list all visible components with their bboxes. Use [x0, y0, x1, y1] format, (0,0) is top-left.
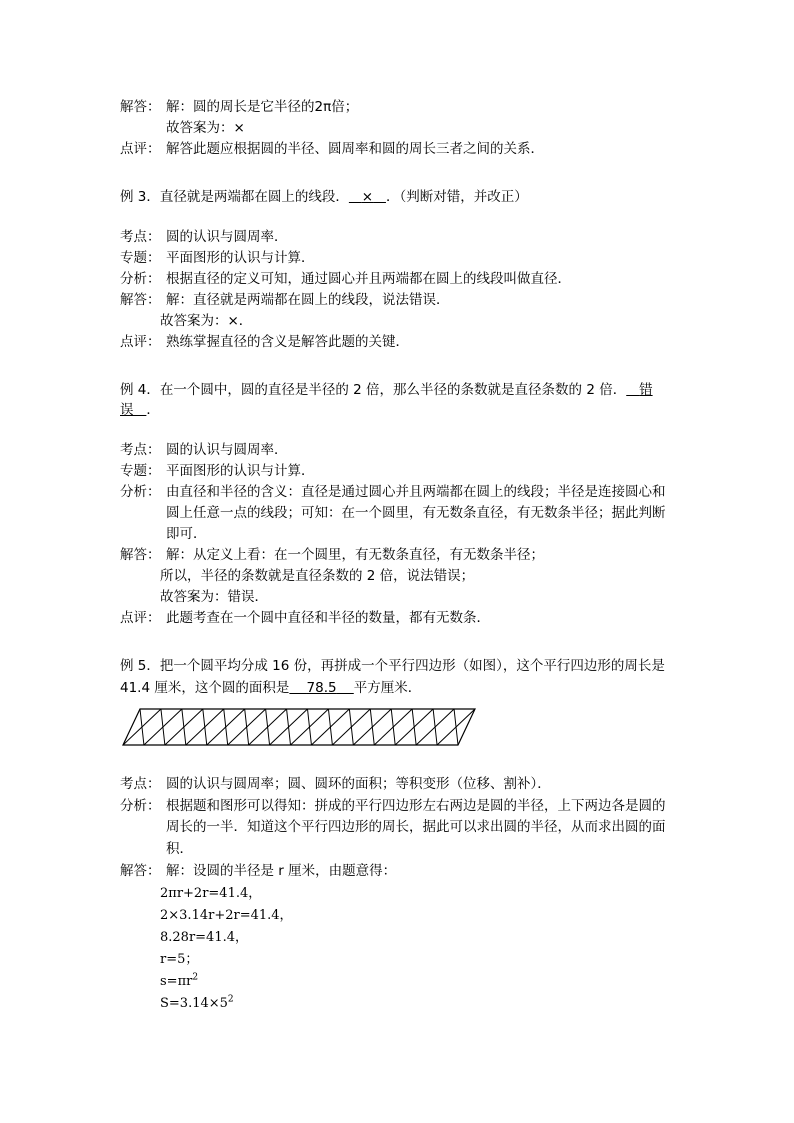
sector-edge — [437, 709, 475, 745]
ex5-fenxi-line1: 分析： 根据题和图形可以得知：拼成的平行四边形左右两边是圆的半径，上下两边各是圆的 — [120, 798, 666, 814]
ex5-answer: 解答： 解：设圆的半径是 r 厘米，由题意得： — [120, 863, 397, 879]
sector-edge — [144, 709, 182, 745]
sector-edge — [349, 709, 353, 745]
ex4-answer-blank-part2: 误 — [120, 402, 134, 418]
sec1-answer-line2: 故答案为：× — [166, 120, 245, 136]
ex4-answer-blank-part1: 错 — [639, 382, 653, 398]
ex5-eq2: 2×3.14r+2r=41.4， — [160, 908, 293, 923]
sector-edge — [353, 709, 391, 745]
sector-edge — [433, 709, 437, 745]
sec1-answer: 解答： 解：圆的周长是它半径的2π倍； — [120, 99, 359, 115]
ex5-eq5: $s=\pi r^2$ — [160, 972, 199, 989]
sector-edge — [266, 709, 270, 745]
ex3-answer-line2: 故答案为：×． — [160, 313, 253, 329]
ex4-question-line1: 例 4．在一个圆中，圆的直径是半径的 2 倍，那么半径的条数就是直径条数的 2 倍． 错 — [120, 382, 653, 398]
ex5-eq4: r=5； — [160, 952, 199, 967]
ex5-eq6: $S=3.14\times 5^2$ — [160, 994, 234, 1011]
ex4-fenxi-line3: 即可． — [166, 526, 207, 542]
ex3-answer: 解答： 解：直径就是两端都在圆上的线段，说法错误． — [120, 292, 450, 308]
ex3-comment: 点评： 熟练掌握直径的含义是解答此题的关键． — [120, 334, 409, 350]
sector-edge — [395, 709, 433, 745]
ex3-kaodian: 考点： 圆的认识与圆周率． — [120, 229, 288, 245]
sector-edge — [308, 709, 312, 745]
sector-edge — [228, 709, 266, 745]
ex4-answer-line3: 故答案为：错误． — [160, 589, 268, 605]
ex5-eq1: 2πr+2r=41.4， — [160, 886, 262, 901]
ex4-answer-line2: 所以，半径的条数就是直径条数的 2 倍，说法错误； — [160, 568, 475, 584]
ex3-question: 例 3．直径就是两端都在圆上的线段． × ．（判断对错，并改正） — [120, 189, 528, 205]
sector-edge — [311, 709, 349, 745]
ex3-answer-blank: × — [361, 189, 374, 205]
ex5-eq3: 8.28r=41.4， — [160, 930, 248, 945]
ex5-question-line1: 例 5．把一个圆平均分成 16 份，再拼成一个平行四边形（如图），这个平行四边形的周长是 — [120, 658, 665, 674]
ex4-answer: 解答： 解：从定义上看：在一个圆里，有无数条直径，有无数条半径； — [120, 547, 544, 563]
ex4-fenxi-line2: 圆上任意一点的线段；可知：在一个圆里，有无数条直径，有无数条半径；据此判断 — [166, 505, 666, 521]
ex5-answer-blank: 78.5 — [306, 680, 337, 696]
ex4-comment: 点评： 此题考查在一个圆中直径和半径的数量，都有无数条． — [120, 610, 490, 626]
ex5-question-line2: 41.4 厘米，这个圆的面积是 78.5 平方厘米． — [120, 680, 422, 696]
ex5-fenxi-line2: 周长的一半．知道这个平行四边形的周长，据此可以求出圆的半径，从而求出圆的面 — [166, 819, 666, 835]
ex4-kaodian: 考点： 圆的认识与圆周率． — [120, 442, 288, 458]
ex4-fenxi-line1: 分析： 由直径和半径的含义：直径是通过圆心并且两端都在圆上的线段；半径是连接圆心和 — [120, 484, 666, 500]
ex4-question-line2: 误 ． — [120, 402, 160, 418]
ex3-zhuanti: 专题： 平面图形的认识与计算． — [120, 250, 315, 266]
ex5-fenxi-line3: 积． — [166, 841, 193, 857]
sec1-comment: 点评： 解答此题应根据圆的半径、圆周率和圆的周长三者之间的关系． — [120, 141, 544, 157]
sector-edge — [182, 709, 186, 745]
ex5-kaodian: 考点： 圆的认识与圆周率；圆、圆环的面积；等积变形（位移、割补）． — [120, 776, 551, 792]
sector-edge — [140, 709, 144, 745]
sector-edge — [224, 709, 228, 745]
ex3-fenxi: 分析： 根据直径的定义可知，通过圆心并且两端都在圆上的线段叫做直径． — [120, 271, 571, 287]
sector-edge — [270, 709, 308, 745]
sector-edge — [391, 709, 395, 745]
ex4-zhuanti: 专题： 平面图形的认识与计算． — [120, 463, 315, 479]
sector-edge — [186, 709, 224, 745]
